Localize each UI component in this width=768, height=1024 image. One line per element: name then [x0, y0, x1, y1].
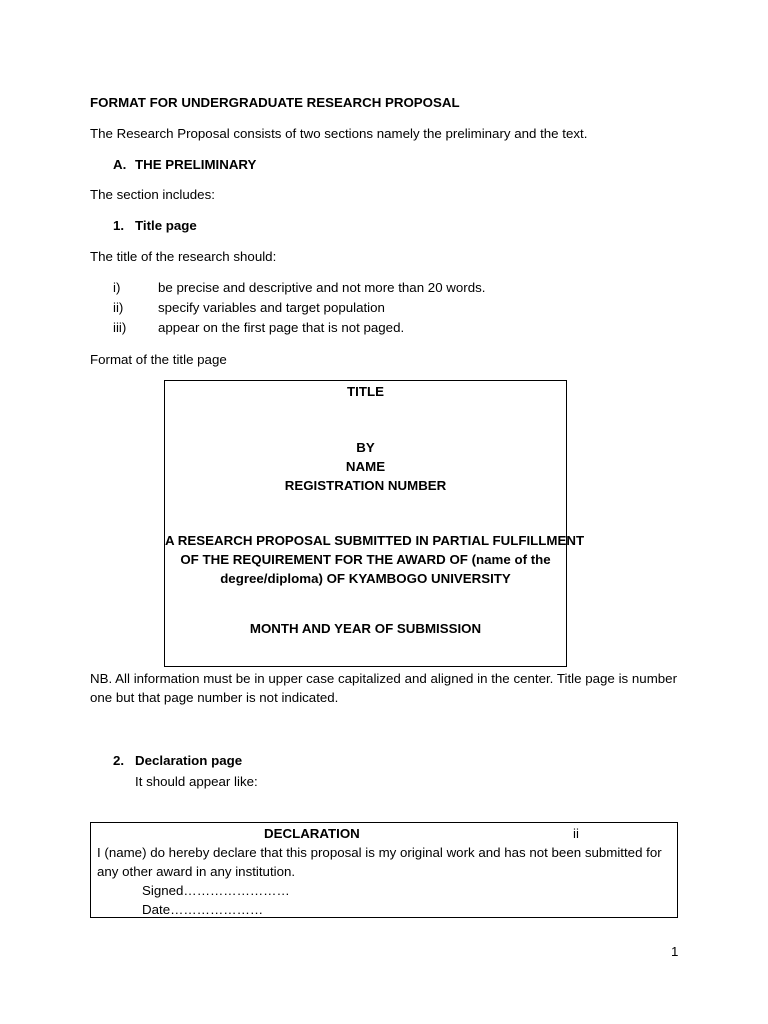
section-a-label: A.: [113, 157, 127, 172]
title-box-submission-line: degree/diploma) OF KYAMBOGO UNIVERSITY: [220, 571, 511, 586]
format-label: Format of the title page: [90, 352, 227, 367]
list-item-text: be precise and descriptive and not more than 20 words.: [158, 280, 486, 295]
item1-title: Title page: [135, 218, 197, 233]
list-item-number: iii): [113, 320, 127, 335]
declaration-box: [90, 822, 678, 918]
section-includes-text: The section includes:: [90, 187, 215, 202]
list-item-text: specify variables and target population: [158, 300, 385, 315]
declaration-title: DECLARATION: [264, 826, 360, 841]
list-item-number: ii): [113, 300, 124, 315]
item2-title: Declaration page: [135, 753, 243, 768]
nb-note: NB. All information must be in upper case capitalized and aligned in the center. Title page is number one but that page number is not indicated.: [90, 671, 677, 705]
title-should-text: The title of the research should:: [90, 249, 277, 264]
appear-like-text: It should appear like:: [135, 774, 258, 789]
document-heading: FORMAT FOR UNDERGRADUATE RESEARCH PROPOSAL: [90, 95, 460, 110]
item2-number: 2.: [113, 753, 125, 768]
intro-paragraph: The Research Proposal consists of two sections namely the preliminary and the text.: [90, 126, 588, 141]
item1-number: 1.: [113, 218, 125, 233]
declaration-date: Date…………………: [142, 902, 264, 917]
list-item-number: i): [113, 280, 121, 295]
declaration-body: I (name) do hereby declare that this proposal is my original work and has not been submitted for any other award in any institution.: [97, 845, 662, 879]
declaration-page-number: ii: [573, 826, 579, 841]
list-item-text: appear on the first page that is not paged.: [158, 320, 405, 335]
title-box-registration: REGISTRATION NUMBER: [284, 478, 447, 493]
title-box-submission-line: A RESEARCH PROPOSAL SUBMITTED IN PARTIAL FULFILLMENT: [165, 533, 585, 548]
title-box-name: NAME: [345, 459, 386, 474]
page-number: 1: [671, 944, 679, 959]
title-box-title: TITLE: [347, 384, 384, 399]
title-box-by: BY: [356, 440, 375, 455]
title-box-month-year: MONTH AND YEAR OF SUBMISSION: [249, 621, 482, 636]
section-a-title: THE PRELIMINARY: [135, 157, 257, 172]
title-page-box: [164, 380, 585, 667]
title-box-submission-line: OF THE REQUIREMENT FOR THE AWARD OF (name of the: [180, 552, 551, 567]
declaration-signed: Signed……………………: [142, 883, 290, 898]
